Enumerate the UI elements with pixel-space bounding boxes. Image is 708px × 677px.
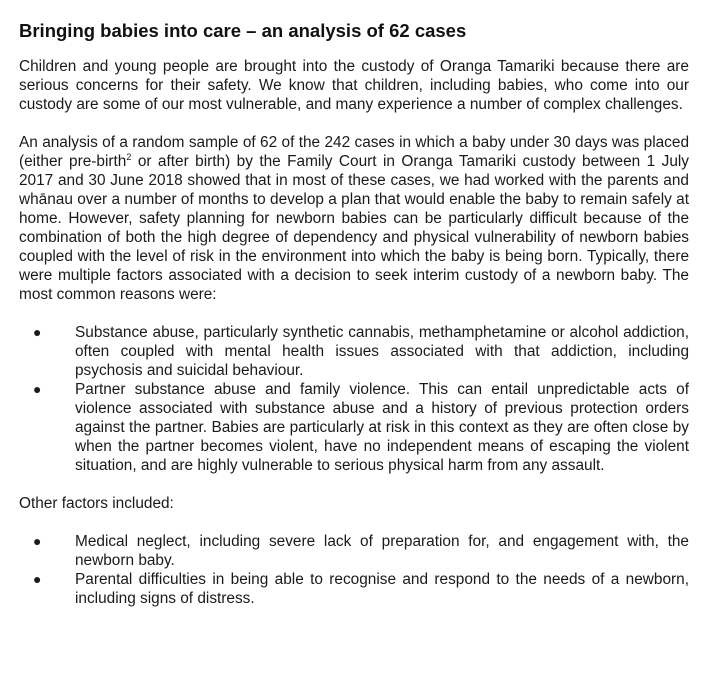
- analysis-paragraph: [19, 133, 689, 304]
- other-factors-heading: Other factors included:: [19, 495, 174, 512]
- bullet-icon: ●: [33, 533, 42, 549]
- other-factors-list: [19, 532, 689, 608]
- analysis-text-start: An analysis of a random sample of 62 of the 242 cases in which a baby under 30 days was placed (either pre-birth: [19, 134, 689, 170]
- list-item: [19, 570, 689, 608]
- footnote-reference: 2: [126, 151, 132, 162]
- list-item: [19, 532, 689, 570]
- analysis-text-end: or after birth) by the Family Court in Oranga Tamariki custody between 1 July 2017 and 30 June 2018 showed that in most of these cases, we had worked with the parents and whānau over a number of months to develop a plan that would enable the baby to remain safely at home. However, safety planning for newborn babies can be particularly difficult because of the combination of both the high degree of dependency and physical vulnerability of newborn babies coupled with the level of risk in the environment into which the baby is being born. Typically, there were multiple factors associated with a decision to seek interim custody of a newborn baby. The most common reasons were:: [19, 153, 690, 303]
- list-item-text: Medical neglect, including severe lack of preparation for, and engagement with, the newborn baby.: [75, 533, 689, 569]
- bullet-icon: ●: [33, 324, 42, 340]
- document-page: [19, 18, 689, 608]
- list-item-text: Substance abuse, particularly synthetic cannabis, methamphetamine or alcohol addiction, often coupled with mental health issues associated with that addiction, including psychosis and suicidal behaviour.: [75, 324, 689, 379]
- bullet-icon: ●: [33, 571, 42, 587]
- bullet-icon: ●: [33, 381, 42, 397]
- list-item: [19, 380, 689, 475]
- intro-paragraph: Children and young people are brought into the custody of Oranga Tamariki because there are serious concerns for their safety. We know that children, including babies, who come into our custody are some of our most vulnerable, and many experience a number of complex challenges.: [19, 58, 689, 113]
- common-reasons-list: [19, 323, 689, 475]
- list-item: [19, 323, 689, 380]
- list-item-text: Partner substance abuse and family violence. This can entail unpredictable acts of violence associated with substance abuse and a history of previous protection orders against the partner. Babies are particularly at risk in this context as they are often close by when the partner becomes violent, have no independent means of escaping the violent situation, and are highly vulnerable to serious physical harm from any assault.: [75, 381, 689, 474]
- list-item-text: Parental difficulties in being able to recognise and respond to the needs of a newborn, including signs of distress.: [75, 571, 689, 607]
- document-title: Bringing babies into care – an analysis of 62 cases: [19, 20, 467, 41]
